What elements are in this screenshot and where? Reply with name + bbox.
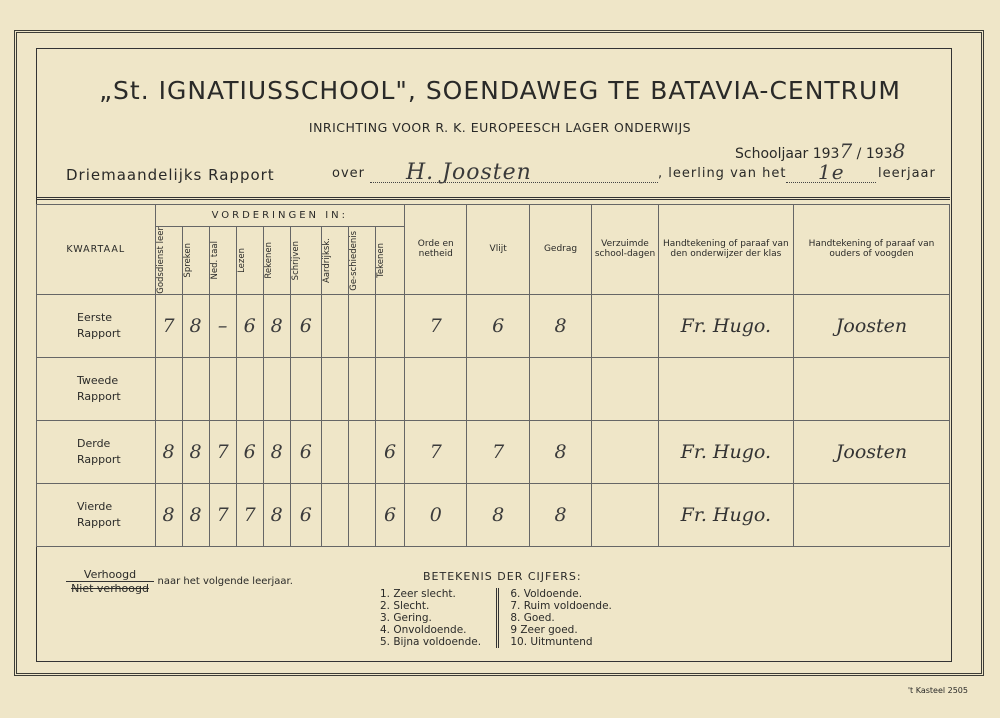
teacher-signature: Fr. Hugo. bbox=[658, 483, 793, 546]
year-from: 7 bbox=[839, 139, 853, 163]
legend-item: 3. Gering. bbox=[380, 612, 432, 624]
legend bbox=[380, 588, 612, 648]
row-label: Eerste Rapport bbox=[37, 294, 156, 357]
orde-cell bbox=[405, 357, 467, 420]
kwartaal-header: KWARTAAL bbox=[37, 205, 156, 295]
gedrag-cell: 8 bbox=[529, 294, 591, 357]
grade-cell bbox=[375, 294, 404, 357]
grade-cell bbox=[182, 357, 209, 420]
teacher-sig-header: Handtekening of paraaf van den onderwijzer der klas bbox=[658, 205, 793, 295]
leerling-label: , leerling van het bbox=[658, 166, 787, 181]
naar-label: naar het volgende leerjaar. bbox=[157, 576, 293, 587]
vlijt-cell bbox=[467, 357, 529, 420]
grade: 1e bbox=[818, 160, 845, 184]
orde-cell: 7 bbox=[405, 420, 467, 483]
grade-cell bbox=[290, 357, 321, 420]
grade-cell bbox=[348, 420, 375, 483]
subject-rekenen: Rekenen bbox=[263, 242, 274, 279]
row-label: Vierde Rapport bbox=[37, 483, 156, 546]
table-row bbox=[37, 294, 950, 357]
over-label: over bbox=[332, 166, 365, 181]
header-rule bbox=[36, 197, 950, 200]
gedrag-header: Gedrag bbox=[529, 205, 591, 295]
vorderingen-header: VORDERINGEN IN: bbox=[155, 205, 405, 227]
schooljaar-label: Schooljaar bbox=[735, 146, 809, 162]
niet-verhoogd: Niet verhoogd bbox=[71, 582, 149, 595]
grade-cell: 6 bbox=[290, 420, 321, 483]
verzuim-header: Verzuimde school-dagen bbox=[592, 205, 659, 295]
grade-cell: 6 bbox=[236, 294, 263, 357]
orde-header: Orde en netheid bbox=[405, 205, 467, 295]
year-to: 8 bbox=[892, 139, 906, 163]
vlijt-cell: 8 bbox=[467, 483, 529, 546]
row-label: Derde Rapport bbox=[37, 420, 156, 483]
grade-cell: 8 bbox=[155, 420, 182, 483]
grade-cell bbox=[209, 357, 236, 420]
orde-cell: 0 bbox=[405, 483, 467, 546]
subject-geschiedenis: Ge-schiedenis bbox=[348, 230, 359, 291]
verzuim-cell bbox=[592, 357, 659, 420]
year-sep: / bbox=[856, 146, 862, 162]
grade-cell bbox=[321, 294, 348, 357]
grade-cell bbox=[348, 357, 375, 420]
vlijt-cell: 6 bbox=[467, 294, 529, 357]
teacher-signature: Fr. Hugo. bbox=[658, 420, 793, 483]
orde-cell: 7 bbox=[405, 294, 467, 357]
grade-cell bbox=[155, 357, 182, 420]
gedrag-cell: 8 bbox=[529, 420, 591, 483]
grade-cell: 8 bbox=[263, 294, 290, 357]
legend-item: 4. Onvoldoende. bbox=[380, 624, 467, 636]
subject-tekenen: Tekenen bbox=[375, 242, 386, 278]
grade-cell bbox=[321, 357, 348, 420]
verzuim-cell bbox=[592, 294, 659, 357]
parent-signature bbox=[793, 357, 949, 420]
gedrag-cell: 8 bbox=[529, 483, 591, 546]
grade-cell: 6 bbox=[375, 420, 404, 483]
promotion-block bbox=[66, 568, 293, 595]
parent-sig-header: Handtekening of paraaf van ouders of voogden bbox=[793, 205, 949, 295]
grade-cell bbox=[321, 483, 348, 546]
legend-item: 10. Uitmuntend bbox=[510, 636, 593, 648]
year-to-prefix: 193 bbox=[865, 146, 893, 162]
leerjaar-label: leerjaar bbox=[878, 166, 936, 181]
legend-item: 2. Slecht. bbox=[380, 600, 430, 612]
table-row bbox=[37, 357, 950, 420]
row-label: Tweede Rapport bbox=[37, 357, 156, 420]
grade-cell: 8 bbox=[182, 483, 209, 546]
year-from-prefix: 193 bbox=[812, 146, 840, 162]
grade-cell: 7 bbox=[236, 483, 263, 546]
parent-signature: Joosten bbox=[793, 294, 949, 357]
grade-cell: 7 bbox=[155, 294, 182, 357]
grade-cell: 8 bbox=[182, 420, 209, 483]
grade-cell: 7 bbox=[209, 483, 236, 546]
grade-cell bbox=[375, 357, 404, 420]
grade-cell: 6 bbox=[375, 483, 404, 546]
grade-cell bbox=[348, 294, 375, 357]
teacher-signature: Fr. Hugo. bbox=[658, 294, 793, 357]
grade-cell: 6 bbox=[290, 483, 321, 546]
grade-cell bbox=[321, 420, 348, 483]
subject-godsdienst: Godsdienst leer bbox=[155, 227, 166, 294]
grade-cell: 8 bbox=[155, 483, 182, 546]
rapport-label: Driemaandelijks Rapport bbox=[66, 166, 275, 184]
verhoogd: Verhoogd bbox=[66, 568, 154, 582]
legend-item: 9 Zeer goed. bbox=[510, 624, 578, 636]
grade-cell bbox=[348, 483, 375, 546]
vlijt-cell: 7 bbox=[467, 420, 529, 483]
verzuim-cell bbox=[592, 483, 659, 546]
subject-lezen: Lezen bbox=[236, 247, 247, 273]
report-table bbox=[36, 204, 950, 547]
subject-ned-taal: Ned. taal bbox=[209, 241, 220, 280]
table-row bbox=[37, 483, 950, 546]
school-title: „St. IGNATIUSSCHOOL", SOENDAWEG TE BATAVIA-CENTRUM bbox=[99, 76, 901, 105]
legend-item: 1. Zeer slecht. bbox=[380, 588, 456, 600]
grade-cell: 8 bbox=[182, 294, 209, 357]
legend-item: 5. Bijna voldoende. bbox=[380, 636, 482, 648]
subject-schrijven: Schrijven bbox=[290, 240, 301, 281]
legend-title: BETEKENIS DER CIJFERS: bbox=[423, 570, 582, 583]
grade-cell bbox=[263, 357, 290, 420]
parent-signature: Joosten bbox=[793, 420, 949, 483]
grade-cell: 8 bbox=[263, 420, 290, 483]
parent-signature bbox=[793, 483, 949, 546]
printer-mark: 't Kasteel 2505 bbox=[907, 686, 968, 695]
school-subtitle: INRICHTING VOOR R. K. EUROPEESCH LAGER ONDERWIJS bbox=[308, 120, 692, 135]
pupil-name: H. Joosten bbox=[406, 160, 532, 185]
vlijt-header: Vlijt bbox=[467, 205, 529, 295]
grade-cell: 6 bbox=[236, 420, 263, 483]
grade-cell: 7 bbox=[209, 420, 236, 483]
table-row bbox=[37, 420, 950, 483]
grade-cell bbox=[236, 357, 263, 420]
legend-item: 6. Voldoende. bbox=[510, 588, 583, 600]
verzuim-cell bbox=[592, 420, 659, 483]
gedrag-cell bbox=[529, 357, 591, 420]
subject-aardrijkskunde: Aardrijksk. bbox=[321, 237, 332, 283]
subject-spreken: Spreken bbox=[182, 243, 193, 278]
grade-cell: 8 bbox=[263, 483, 290, 546]
legend-item: 8. Goed. bbox=[510, 612, 555, 624]
grade-cell: – bbox=[209, 294, 236, 357]
legend-item: 7. Ruim voldoende. bbox=[510, 600, 612, 612]
grade-cell: 6 bbox=[290, 294, 321, 357]
teacher-signature bbox=[658, 357, 793, 420]
